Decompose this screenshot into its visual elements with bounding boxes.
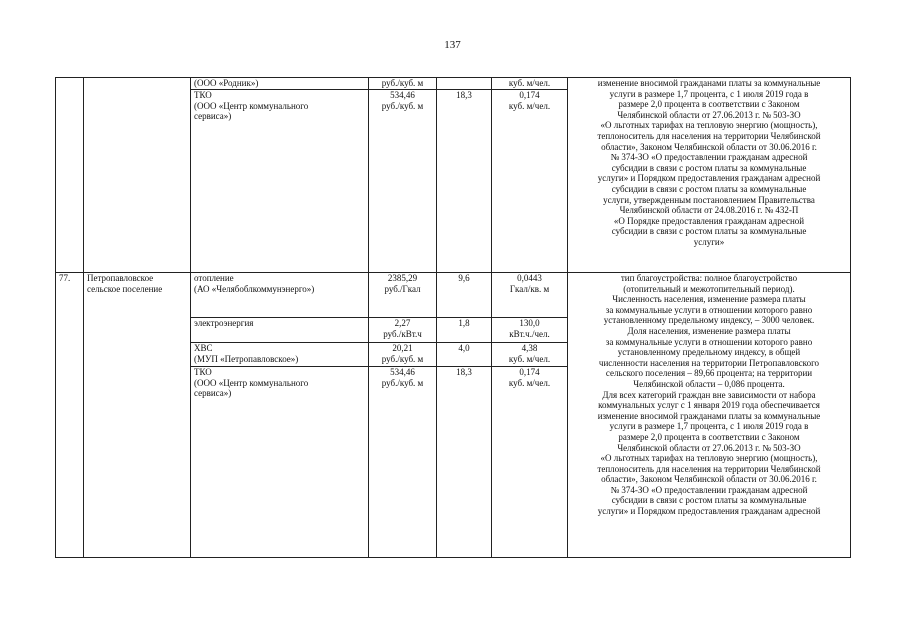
note-line: «О Порядке предоставления гражданам адресной [613,215,805,226]
growth-cell [437,78,492,90]
note-line: услуги в размере 1,7 процента, с 1 июля 2019 года в [609,421,809,432]
note-line: Челябинской области от 27.06.2013 г. № 503-ЗО [617,442,801,453]
settlement-cell [84,318,191,343]
note-line: № 374-ЗО «О предоставлении гражданам адресной [610,152,808,163]
note-line: установленному предельному индексу, – 3000 человек. [603,315,815,326]
settlement-cell [84,367,191,558]
note-line: размере 2,0 процента в соответствии с Законом [618,431,800,442]
note-line: области», Законом Челябинской области от 30.06.2016 г. [601,141,817,152]
tariff-cell: 2385,29 руб./Гкал [369,273,437,318]
note-line: услуги» и Порядком предоставления гражданам адресной [597,173,821,184]
note-cell-top [568,78,851,273]
note-line: услуги» и Порядком предоставления гражданам адресной [597,506,821,517]
page-number: 137 [444,39,461,51]
note-line: установленному предельному индексу, в общей [617,347,801,358]
note-line: Челябинской области – 0,086 процента. [633,378,785,389]
service-cell: ХВС (МУП «Петропавловское») [191,343,369,367]
growth-cell: 18,3 [437,367,492,558]
row-number-cell [56,367,84,558]
note-line: субсидии в связи с ростом платы за коммунальные [611,162,807,173]
note-cell-bottom [568,273,851,558]
tariff-cell: 20,21 руб./куб. м [369,343,437,367]
tariff-cell: руб./куб. м [369,78,437,90]
note-line: № 374-ЗО «О предоставлении гражданам адресной [610,484,808,495]
row-number-cell [56,78,84,90]
settlement-cell: Петропавловское сельское поселение [84,273,191,318]
service-cell: электроэнергия [191,318,369,343]
note-line: теплоноситель для населения на территории Челябинской [597,463,821,474]
volume-cell: куб. м/чел. [492,78,568,90]
volume-cell: 0,174 куб. м/чел. [492,367,568,558]
note-line: субсидии в связи с ростом платы за коммунальные [611,495,807,506]
note-line: услуги в размере 1,7 процента, с 1 июля 2019 года в [609,88,809,99]
row-number-cell [56,90,84,273]
growth-cell: 18,3 [437,90,492,273]
tariff-cell: 534,46 руб./куб. м [369,367,437,558]
note-line: тип благоустройства: полное благоустройство [620,273,798,283]
volume-cell: 130,0 кВт.ч./чел. [492,318,568,343]
note-line: Доля населения, изменение размера платы [627,325,791,336]
note-line: изменение вносимой гражданами платы за коммунальные [597,410,821,421]
note-line: (отопительный и межотопительный период). [623,283,795,294]
settlement-cell [84,343,191,367]
row-number-cell [56,318,84,343]
note-line: «О льготных тарифах на тепловую энергию (мощность), [600,453,818,464]
tariff-cell: 534,46 руб./куб. м [369,90,437,273]
service-cell: ТКО (ООО «Центр коммунального сервиса») [191,90,369,273]
note-line: за коммунальные услуги в отношении которого равно [605,336,813,347]
settlement-cell [84,90,191,273]
volume-cell: 0,174 куб. м/чел. [492,90,568,273]
note-line: области», Законом Челябинской области от 30.06.2016 г. [601,474,817,485]
service-cell: отопление (АО «Челябоблкоммунэнерго») [191,273,369,318]
service-cell: ТКО (ООО «Центр коммунального сервиса») [191,367,369,558]
growth-cell: 4,0 [437,343,492,367]
note-line: Челябинской области от 24.08.2016 г. № 432-П [619,205,799,216]
note-line: изменение вносимой гражданами платы за коммунальные [597,78,821,88]
note-line: теплоноситель для населения на территории Челябинской [597,130,821,141]
settlement-cell [84,78,191,90]
note-line: Челябинской области от 27.06.2013 г. № 503-ЗО [617,109,801,120]
tariff-table [55,77,851,558]
table-row [56,273,851,318]
note-line: коммунальных услуг с 1 января 2019 года обеспечивается [598,400,820,411]
table-row [56,78,851,90]
row-number-cell [56,343,84,367]
note-line: размере 2,0 процента в соответствии с Законом [618,99,800,110]
note-line: «О льготных тарифах на тепловую энергию (мощность), [600,120,818,131]
note-line: Численность населения, изменение размера платы [612,294,806,305]
note-line: сельского поселения – 89,66 процента; на территории [605,368,813,379]
note-line: субсидии в связи с ростом платы за коммунальные [611,183,807,194]
note-line: за коммунальные услуги в отношении которого равно [605,304,813,315]
note-line: численности населения на территории Петропавловского [598,357,820,368]
growth-cell: 1,8 [437,318,492,343]
note-line: Для всех категорий граждан вне зависимости от набора [602,389,816,400]
volume-cell: 4,38 куб. м/чел. [492,343,568,367]
tariff-cell: 2,27 руб./кВт.ч [369,318,437,343]
row-number-cell: 77. [56,273,84,318]
note-line: субсидии в связи с ростом платы за коммунальные [611,226,807,237]
growth-cell: 9,6 [437,273,492,318]
volume-cell: 0,0443 Гкал/кв. м [492,273,568,318]
service-cell: (ООО «Родник») [191,78,369,90]
note-line: услуги, утвержденным постановлением Правительства [603,194,815,205]
note-line: услуги» [693,236,725,247]
